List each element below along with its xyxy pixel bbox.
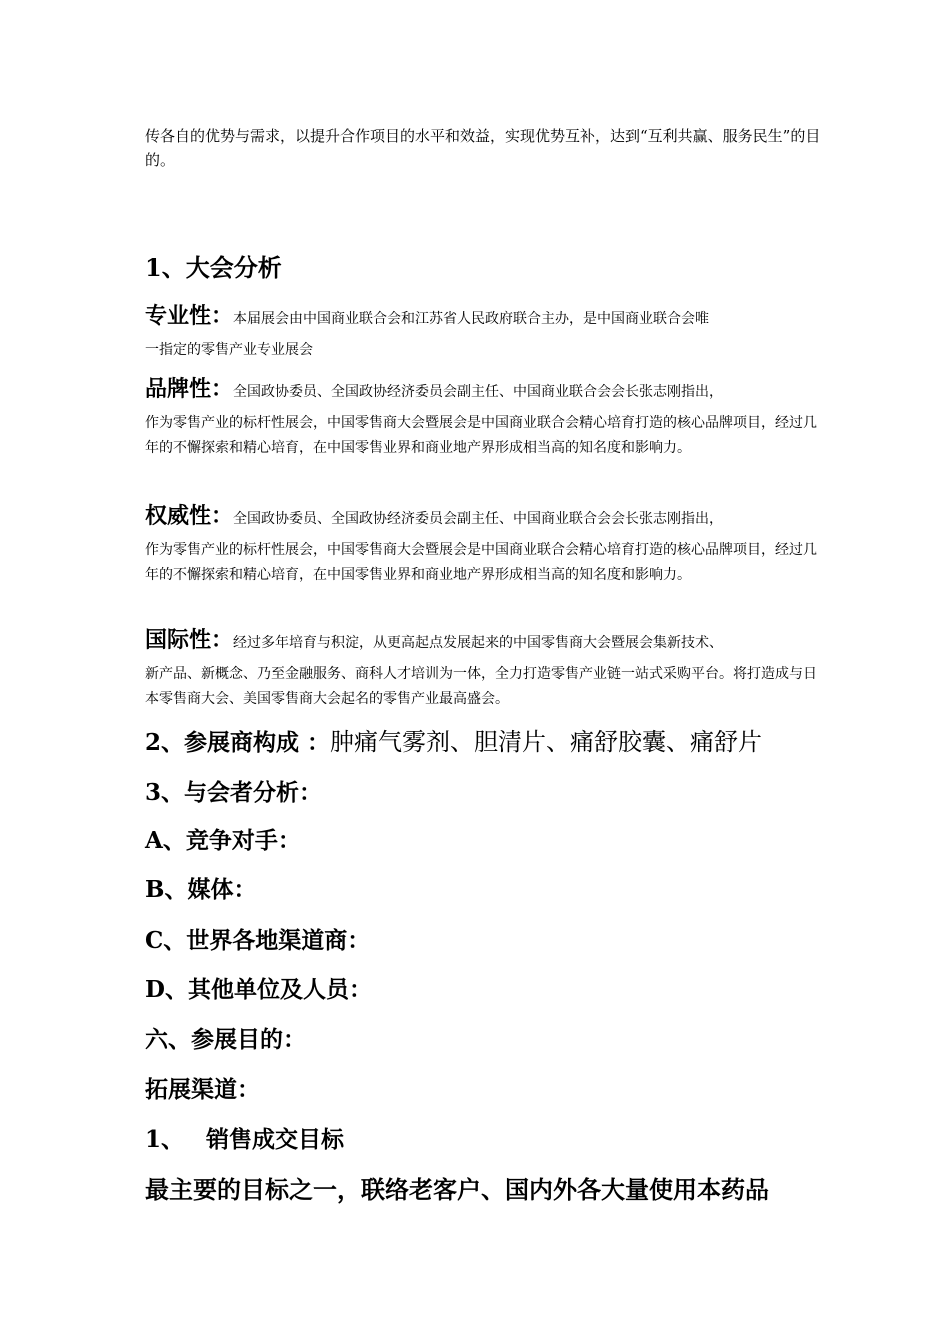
heading-exhibitors <box>145 722 762 757</box>
text-brand-first: 全国政协委员、全国政协经济委员会副主任、中国商业联合会会长张志刚指出， <box>233 384 724 400</box>
text-professional-first: 本届展会由中国商业联合会和江苏省人民政府联合主办，是中国商业联合会唯 <box>233 311 710 327</box>
heading-sales-target <box>145 1121 344 1154</box>
sales-title: 销售成交目标 <box>206 1126 345 1153</box>
text-professional-rest: 一指定的零售产业专业展会 <box>145 342 313 358</box>
section-international <box>145 622 825 712</box>
heading-attendee-analysis: 3、与会者分析： <box>145 779 323 806</box>
label-authority: 权威性： <box>145 504 234 529</box>
goal-statement: 最主要的目标之一，联络老客户、国内外各大量使用本药品 <box>145 1175 769 1204</box>
intro-paragraph: 传各自的优势与需求，以提升合作项目的水平和效益，实现优势互补，达到“互利共赢、服务民生”的目的。 <box>145 127 821 169</box>
heading-other-units: D、其他单位及人员： <box>145 976 372 1003</box>
section-professional <box>145 298 825 363</box>
heading-expand-channels: 拓展渠道： <box>145 1076 260 1103</box>
heading-channel-partners: C、世界各地渠道商： <box>145 927 371 954</box>
text-international-rest: 新产品、新概念、乃至金融服务、商科人才培训为一体，全力打造零售产业链一站式采购平台。将打造成与日本零售商大会、美国零售商大会起名的零售产业最高盛会。 <box>145 666 817 707</box>
text-authority-first: 全国政协委员、全国政协经济委员会副主任、中国商业联合会会长张志刚指出， <box>233 511 724 527</box>
heading-conference-analysis: 1、大会分析 <box>145 253 282 282</box>
text-international-first: 经过多年培育与积淀，从更高起点发展起来的中国零售商大会暨展会集新技术、 <box>233 635 724 651</box>
section-brand <box>145 371 825 461</box>
label-brand: 品牌性： <box>145 377 234 402</box>
label-professional: 专业性： <box>145 304 234 329</box>
exhibitor-products: 肿痛气雾剂、胆清片、痛舒胶囊、痛舒片 <box>330 728 763 756</box>
heading-competitors: A、竞争对手： <box>145 827 301 854</box>
text-authority-rest: 作为零售产业的标杆性展会，中国零售商大会暨展会是中国商业联合会精心培育打造的核心品牌项目，经过几年的不懈探索和精心培育，在中国零售业界和商业地产界形成相当高的知名度和影响力。 <box>145 542 817 583</box>
section-authority <box>145 498 825 588</box>
heading-exhibition-goals: 六、参展目的： <box>145 1026 306 1053</box>
text-brand-rest: 作为零售产业的标杆性展会，中国零售商大会暨展会是中国商业联合会精心培育打造的核心品牌项目，经过几年的不懈探索和精心培育，在中国零售业界和商业地产界形成相当高的知名度和影响力。 <box>145 415 817 456</box>
label-international: 国际性： <box>145 628 234 653</box>
heading-exhibitors-title: 2、参展商构成 ： <box>145 729 331 756</box>
sales-number: 1、 <box>145 1126 185 1153</box>
heading-media: B、媒体： <box>145 876 257 903</box>
